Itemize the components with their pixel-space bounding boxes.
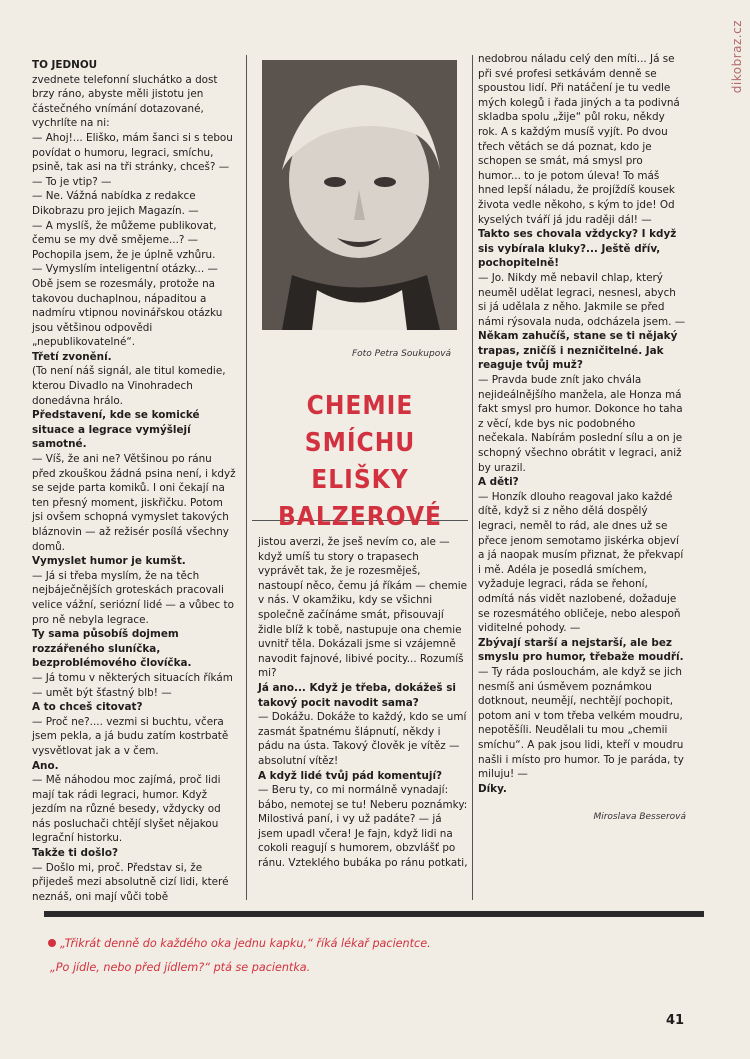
portrait-photo: [262, 60, 457, 330]
question-text: Takže ti došlo?: [32, 847, 119, 860]
page-number: 41: [666, 1013, 685, 1028]
question-text: Představení, kde se komické situace a legrace vymýšlejí samotné.: [32, 409, 200, 451]
watermark: dikobraz.cz: [730, 20, 744, 94]
author-signature: Miroslava Besserová: [593, 812, 686, 823]
portrait-image: [262, 60, 457, 330]
title-line-2: ELIŠKY: [311, 465, 409, 495]
footer-joke: [48, 932, 431, 980]
question-text: Ano.: [32, 759, 59, 772]
question-text: Třetí zvonění.: [32, 350, 112, 363]
question-text: Zbývají starší a nejstarší, ale bez smyslu pro humor, třebaže moudří.: [478, 636, 684, 664]
question-text: Díky.: [478, 782, 507, 795]
question-text: Někam zahučíš, stane se ti nějaký trapas, zničíš i nezničitelné. Jak reaguje tvůj muž?: [478, 330, 678, 372]
footer-line-2: „Po jídle, nebo před jídlem?“ ptá se pacientka.: [50, 961, 311, 974]
paragraph-text: jistou averzi, že jseš nevím co, ale — když umíš tu story o trapasech vyprávět tak, že je rozesměješ, nastoupí něco, čemu já říkám — chemie v nás. V okamžiku, kdy se všichni společně začínáme smát, přisouvají židle blíž k tobě, nastupuje ona chemie uvnitř těla. Dokázali jsme si vzájemně navodit fajnové, libivé pocity... Rozumíš mi?: [258, 536, 468, 680]
question-text: Ty sama působíš dojmem rozzářeného sluníčka, bezproblémového človíčka.: [32, 628, 192, 670]
paragraph-text: — Proč ne?.... vezmi si buchtu, včera jsem pekla, a já budu zatím kostrbatě vysvětlovat jak a v čem.: [32, 715, 229, 757]
paragraph-text: — Ne. Vážná nabídka z redakce Dikobrazu pro jejich Magazín. —: [32, 190, 199, 217]
paragraph-text: zvednete telefonní sluchátko a dost brzy ráno, abyste měli jistotu jen částečného vnímání dotazované, vychrlíte na ni:: [32, 73, 218, 130]
footer-rule: [44, 911, 704, 917]
title-line-1: CHEMIE SMÍCHU: [304, 391, 416, 458]
article-column-3: [478, 52, 686, 825]
title-line-3: BALZEROVÉ: [277, 502, 443, 532]
question-text: A to chceš citovat?: [32, 701, 143, 714]
paragraph-text: — Dokážu. Dokáže to každý, kdo se umí zasmát špatnému šlápnutí, někdy i pádu na ústa. Takový člověk je vítěz — absolutní vítěz!: [258, 711, 467, 767]
paragraph-text: — A myslíš, že můžeme publikovat, čemu se my dvě smějeme...? —: [32, 219, 217, 247]
question-text: Vymyslet humor je kumšt.: [32, 555, 186, 568]
article-column-1: [32, 58, 237, 904]
paragraph-text: — Mě náhodou moc zajímá, proč lidi mají tak rádi legraci, humor. Když jezdím na různé besedy, vždycky od nás posluchači chtějí slyšet nějakou legrační historku.: [32, 774, 221, 845]
paragraph-text: — Ty ráda poslouchám, ale když se jich nesmíš ani úsměvem poznámkou dotknout, neumějí, nechtějí pochopit, potom ani v tom třeba velkém moudru, nepotěšíli. Neudělali tu mou „chemii smíchu“. A pak jsou lidi, kteří v moudru našli i místo pro humor. To je paráda, ty miluju! —: [478, 665, 684, 781]
question-text: TO JEDNOU: [32, 59, 98, 71]
paragraph-text: Obě jsem se rozesmály, protože na takovou duchaplnou, nápaditou a nadmíru vtipnou novinářskou otázku jsou většinou odpovědi „nepublikovatelné“.: [32, 277, 223, 349]
paragraph-text: — Vymyslím inteligentní otázky... —: [32, 263, 218, 276]
paragraph-text: — Jo. Nikdy mě nebavil chlap, který neuměl udělat legraci, nesnesl, abych si já udělala z něho. Jakmile se před námi rýsovala nuda, odcházela jsem. —: [478, 271, 686, 328]
question-text: A když lidé tvůj pád komentují?: [258, 769, 443, 782]
paragraph-text: nedobrou náladu celý den míti... Já se při své profesi setkávám denně se spoustou lidí. Při natáčení je tu vedle mých kolegů i řada jiných a ta podivná skladba spolu „žije“ půl roku, někdy rok. A s každým musíš vyjít. Po dvou třech větách se dá poznat, kdo je schopen se smát, má smysl pro humor... to je potom úleva! To máš hned lepší náladu, že projíždíš kousek života vedle někoho, s kým to jde! Od kyselých tváří já jdu raději dál! —: [478, 53, 680, 226]
paragraph-text: — To je vtip? —: [32, 175, 112, 188]
bullet-icon: [48, 939, 56, 947]
paragraph-text: — Já tomu v některých situacích říkám — umět být šťastný blb! —: [32, 671, 233, 699]
question-text: Takto ses chovala vždycky? I když sis vybírala kluky?... Ještě dřív, pochopitelně!: [478, 228, 677, 270]
paragraph-text: — Honzík dlouho reagoval jako každé dítě, když si z něho dělá dospělý legraci, neměl to rád, ale dnes už se přece jenom semotamo jiskérka objeví a já naopak musím přiznat, že překvapí i mě. Adéla je posedlá smíchem, vyžaduje legraci, ráda se řehoní, odmítá nás vidět nazlobené, dožaduje se rozesmátého obličeje, nebo alespoň viditelné pohody. —: [478, 490, 684, 635]
column-divider-right: [472, 55, 473, 900]
paragraph-text: — Víš, že ani ne? Většinou po ránu před zkouškou žádná psina není, i když se sejde parta komiků. I oni čekají na ten přesný moment, jiskřičku. Potom jsi ovšem schopná vymyslet takových bláznovin — až režisér posílá všechny domů.: [32, 453, 236, 553]
column-divider-left: [246, 55, 247, 900]
paragraph-text: — Ahoj!... Eliško, mám šanci si s tebou povídat o humoru, legraci, smíchu, psině, tak asi na tři stránky, chceš? —: [32, 131, 233, 174]
question-text: Já ano... Když je třeba, dokážeš si takový pocit navodit sama?: [258, 681, 456, 709]
paragraph-text: (To není náš signál, ale titul komedie, kterou Divadlo na Vinohradech donedávna hrálo.: [32, 365, 226, 407]
photo-caption: Foto Petra Soukupová: [352, 349, 452, 359]
paragraph-text: — Došlo mi, proč. Představ si, že přijedeš mezi absolutně cizí lidi, které neznáš, oni mají vůči tobě: [32, 861, 229, 903]
article-column-2: [258, 535, 468, 871]
paragraph-text: — Pravda bude znít jako chvála nejideálnějšího manžela, ale Honza má fakt smysl pro humor. Dokonce ho taha z věcí, kde bys nic podobného nečekala. Nabírám poslední sílu a on je schopný všechno obrátit v legraci, aniž by urazil.: [478, 374, 683, 474]
paragraph-text: — Beru ty, co mi normálně vynadají: bábo, nemotej se tu! Neberu poznámky: Milostivá paní, i vy už padáte? — já jsem upadl včera! Je fajn, když lidi na cokoli reagují s humorem, obzvlášť po ránu. Vzteklého bubáka po ránu potkati,: [258, 784, 468, 870]
footer-line-1: „Třikrát denně do každého oka jednu kapku,“ říká lékař pacientce.: [48, 932, 431, 956]
paragraph-text: Pochopila jsem, že je úplně vzhůru.: [32, 248, 216, 261]
question-text: A děti?: [478, 476, 519, 489]
paragraph-text: — Já si třeba myslím, že na těch nejbáječnějších groteskách pracovali velice vážní, seriózní lidé — a vůbec to pro ně nebyla legrace.: [32, 569, 234, 626]
article-title: [250, 388, 470, 536]
